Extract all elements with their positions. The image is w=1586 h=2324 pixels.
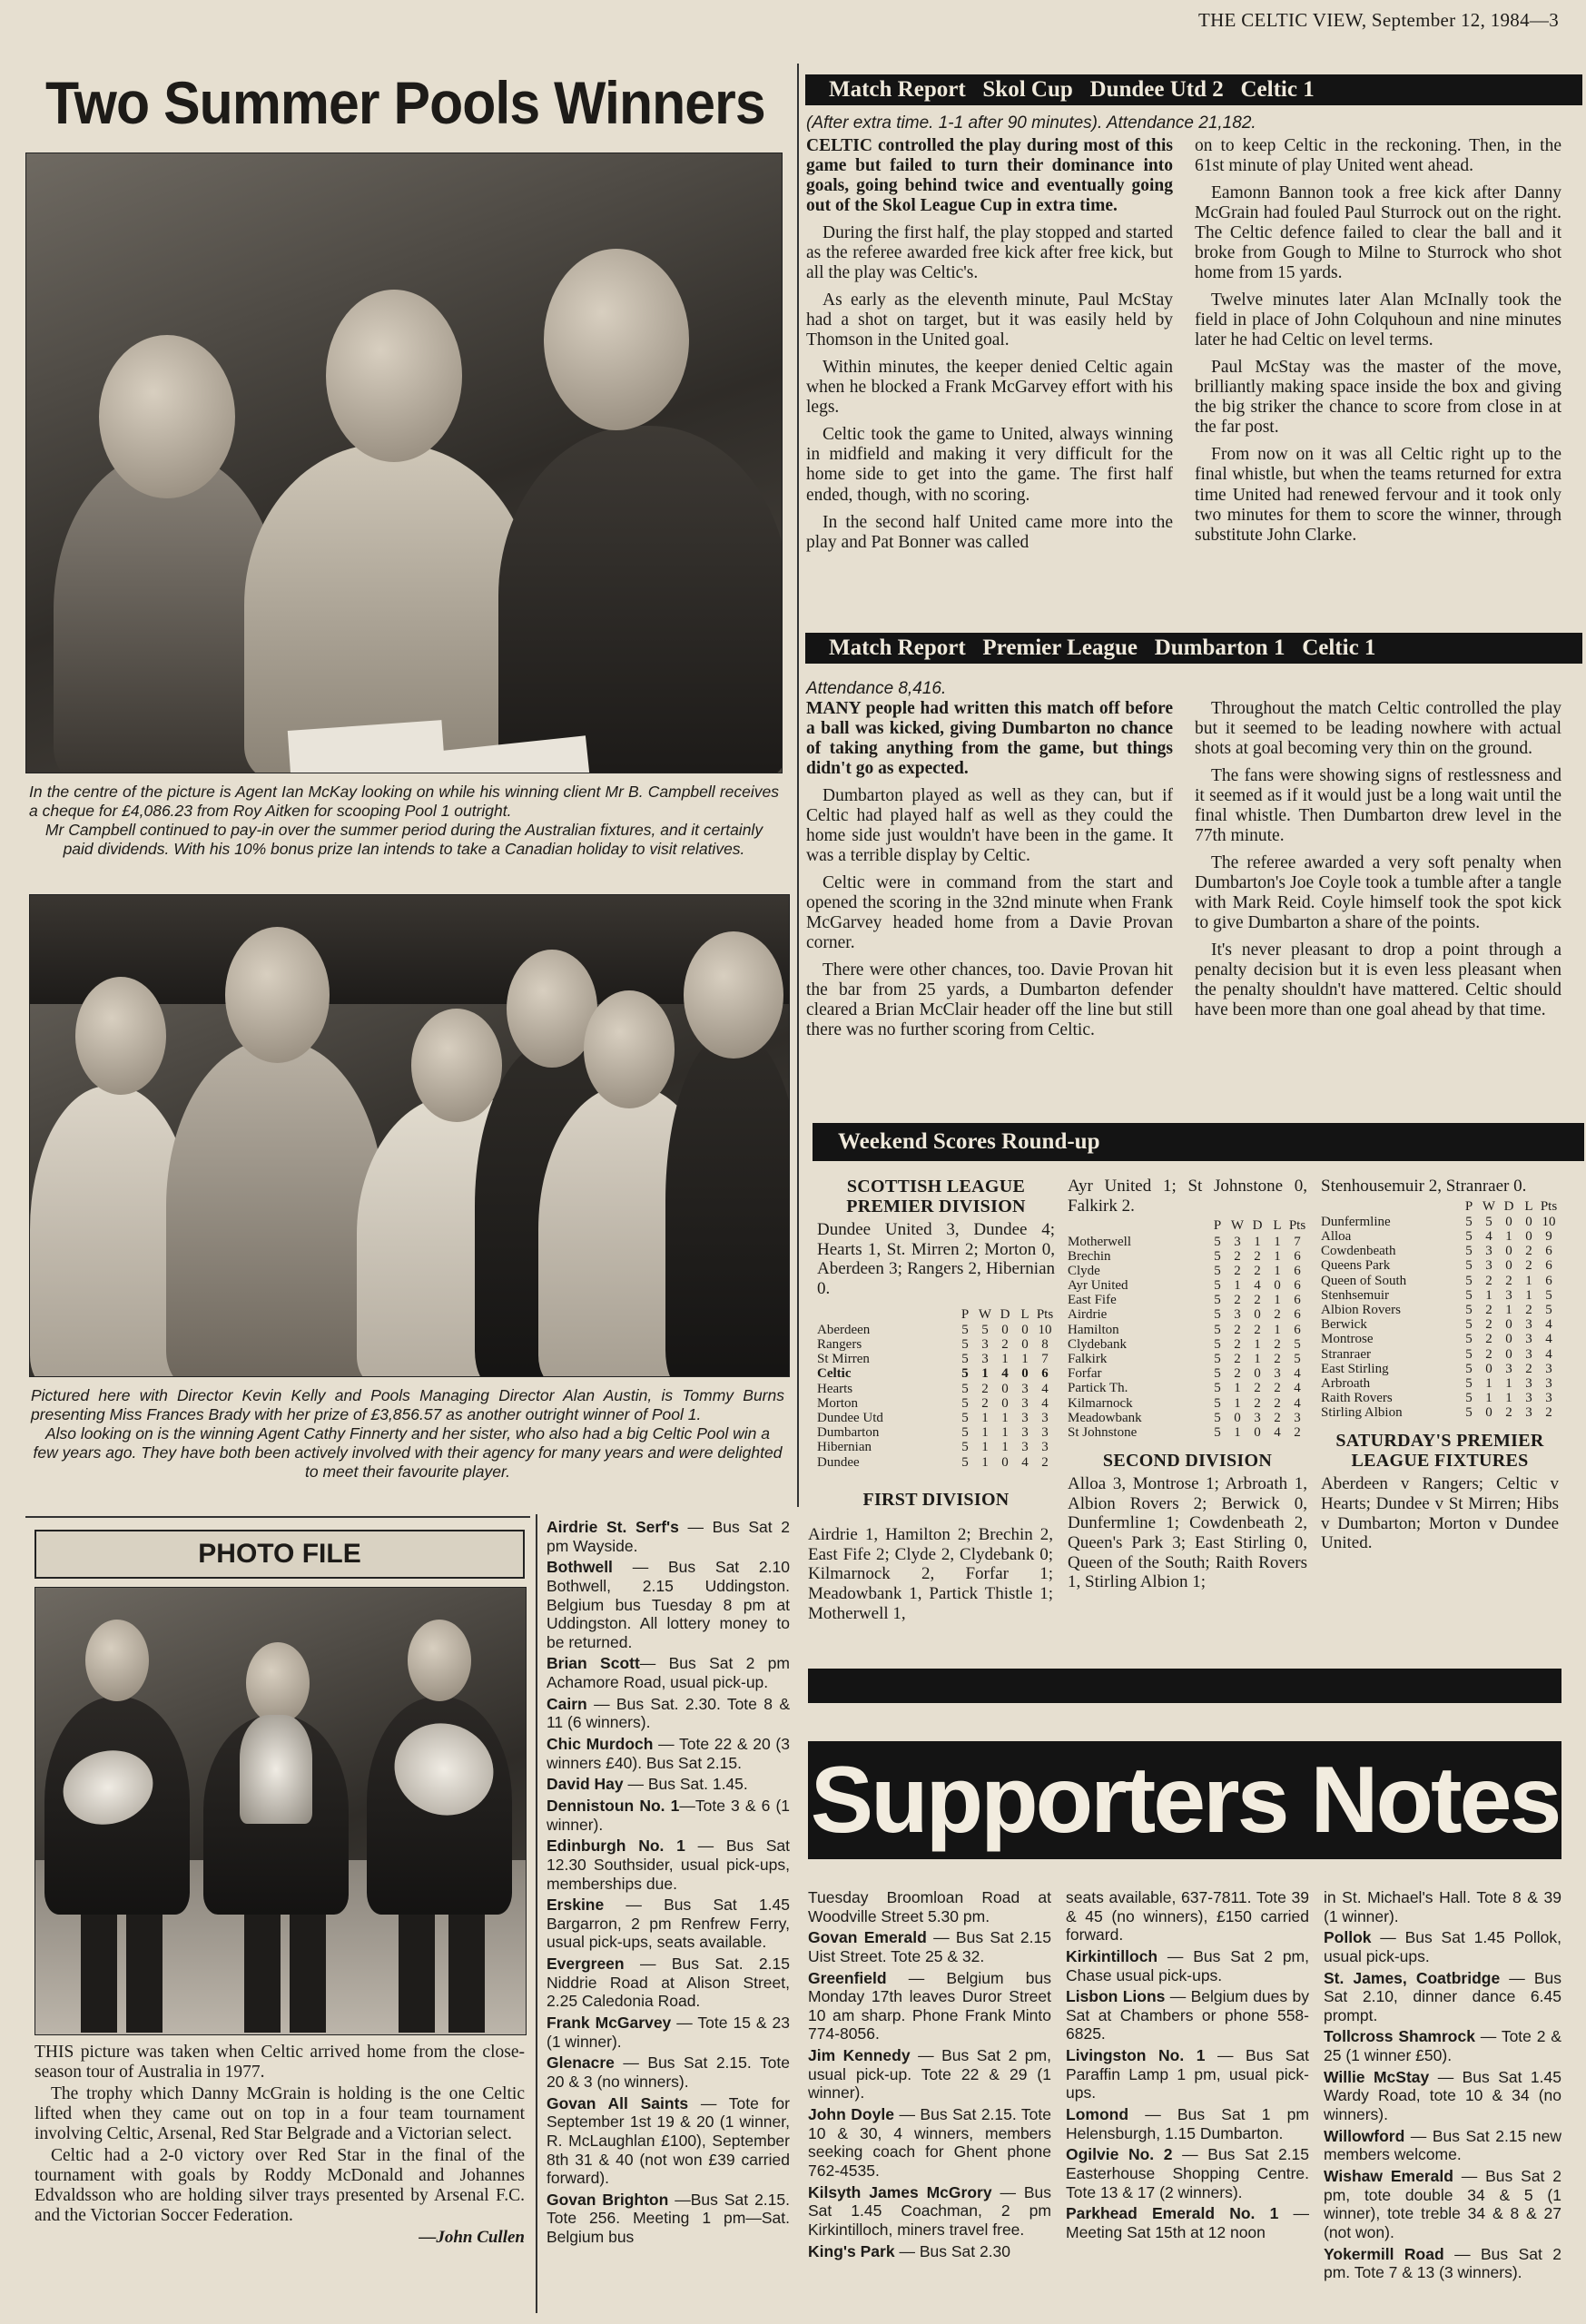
note: Yokermill Road — Bus Sat 2 pm. Tote 7 & 13 (3 winners).: [1324, 2244, 1561, 2282]
second-division-results: Alloa 3, Montrose 1; Arbroath 1, Albion Rovers 2; Berwick 0, Dunfermline 1; Cowdenbeath 2, Queen's Park 3; East Stirling 0, Queen of the South; Raith Rovers 1, Stirling Albion 1;: [1068, 1474, 1307, 1592]
table-row: Dundee 5 1 0 4 2: [817, 1454, 1049, 1470]
note: Bothwell — Bus Sat 2.10 Bothwell, 2.15 Uddingston. Belgium bus Tuesday 8 pm at Uddingston. All lottery money to be returned.: [547, 1558, 790, 1651]
second-division-heading: SECOND DIVISION: [1102, 1451, 1273, 1472]
pools-photo-1: [25, 153, 783, 773]
table-row: East Stirling 5 0 3 2 3: [1321, 1361, 1552, 1376]
table-row: Celtic 5 1 4 0 6: [817, 1366, 1049, 1382]
table-row: Meadowbank 5 0 3 2 3: [1068, 1410, 1301, 1425]
note: Lisbon Lions — Belgium dues by Sat at Chambers or phone 558-6825.: [1066, 1987, 1309, 2043]
table-row: Partick Th. 5 1 2 2 4: [1068, 1381, 1301, 1396]
supporters-notes-col-left: [547, 1518, 790, 2250]
note: Govan All Saints — Tote for September 1st 19 & 20 (1 winner, R. McLaughlan £100), September 8th 31 & 40 (not won £39 carried forward).: [547, 2093, 790, 2188]
note: Kilsyth James McGrory — Bus Sat 1.45 Coachman, 2 pm Kirkintilloch, miners travel free.: [808, 2182, 1051, 2239]
note: Parkhead Emerald No. 1 — Meeting Sat 15th at 12 noon: [1066, 2204, 1309, 2241]
note: Edinburgh No. 1 — Bus Sat 12.30 Southsider, usual pick-ups, memberships due.: [547, 1837, 790, 1893]
table-row: Falkirk 5 2 1 2 5: [1068, 1352, 1301, 1366]
table-row: Airdrie 5 3 0 2 6: [1068, 1307, 1301, 1323]
table-row: Queens Park 5 3 0 2 6: [1321, 1258, 1552, 1274]
table-row: Morton 5 2 0 3 4: [817, 1395, 1049, 1411]
pools-photo-2: [29, 894, 790, 1377]
table-row: Berwick 5 2 0 3 4: [1321, 1317, 1552, 1333]
supporters-notes-col-b: [1066, 1888, 1309, 2245]
first-division-block: [1068, 1177, 1307, 1592]
scores-bar: Weekend Scores Round-up: [813, 1123, 1584, 1161]
note: Chic Murdoch — Tote 22 & 20 (3 winners £40). Bus Sat 2.15.: [547, 1735, 790, 1772]
supporters-notes-col-a: [808, 1888, 1051, 2263]
note: Wishaw Emerald — Bus Sat 2 pm, tote double 34 & 5 (1 winner), tote treble 34 & 8 & 27 (not won).: [1324, 2166, 1561, 2241]
note: Greenfield — Belgium bus Monday 17th leaves Duror Street 10 am sharp. Phone Frank Minto 774-8056.: [808, 1968, 1051, 2043]
table-row: Dundee Utd 5 1 1 3 3: [817, 1410, 1049, 1425]
pools-caption-1: In the centre of the picture is Agent Ian McKay looking on while his winning client Mr B. Campbell receives a cheque for £4,086.23 from Roy Aitken for scooping Pool 1 outright. Mr Campbell continued to pay-in over the summer period during the Australian fixtures, and it certainly paid dividends. With his 10% bonus prize Ian intends to take a Canadian holiday to visit relatives.: [29, 783, 779, 858]
table-row: East Fife 5 2 2 1 6: [1068, 1293, 1301, 1308]
note: Willowford — Bus Sat 2.15 new members welcome.: [1324, 2126, 1561, 2164]
table-row: Stranraer 5 2 0 3 4: [1321, 1346, 1552, 1362]
note: seats available, 637-7811. Tote 39 & 45 (no winners), £150 carried forward.: [1066, 1888, 1309, 1945]
skol-attendance: (After extra time. 1-1 after 90 minutes). Attendance 21,182.: [806, 113, 1256, 133]
first-results-top: Ayr United 1; St Johnstone 0, Falkirk 2.: [1068, 1177, 1307, 1216]
first-division-heading: FIRST DIVISION: [862, 1489, 1010, 1510]
note: Tuesday Broomloan Road at Woodville Street 5.30 pm.: [808, 1888, 1051, 1925]
first-table: P W D L Pts Motherwell 5 3 1 1 7 Brechin 5 2 2 1 6 Clyde 5 2 2 1 6 Ayr United 5 1 4 0 6 East Fife 5 2 2 1 6 Airdrie 5 3 0 2 6 Hamilton 5 2 2 1 6 Clydebank 5 2 1 2 5 Falkirk 5 2 1 2 5 Forfar 5 2 0 3 4 Partick Th. 5 1 2 2 4 Kilmarnock 5 1 2 2 4 Meadowbank 5 0 3 2 3 St Johnstone 5 1 0 4 2: [1068, 1218, 1306, 1440]
supporters-notes-headline: Supporters Notes: [808, 1741, 1561, 1859]
separator-band: [808, 1669, 1561, 1703]
second-results-top: Stenhousemuir 2, Stranraer 0.: [1321, 1177, 1527, 1196]
table-row: Arbroath 5 1 1 3 3: [1321, 1375, 1552, 1391]
table-row: Dunfermline 5 5 0 0 10: [1321, 1214, 1556, 1229]
note: Tollcross Shamrock — Tote 2 & 25 (1 winner £50).: [1324, 2027, 1561, 2065]
second-division-block: [1321, 1177, 1559, 1553]
note: Dennistoun No. 1—Tote 3 & 6 (1 winner).: [547, 1796, 790, 1834]
note: Frank McGarvey — Tote 15 & 23 (1 winner).: [547, 2014, 790, 2051]
premier-table: P W D L Pts Aberdeen 5 5 0 0 10 Rangers 5 3 2 0 8 St Mirren 5 3 1 1 7 Celtic 5 1 4 0 6 Hearts 5 2 0 3 4 Morton 5 2 0 3 4 Dundee Utd 5 1 1 3 3 Dumbarton 5 1 1 3 3 Hibernian 5 1 1 3 3 Dundee 5 1 0 4 2: [817, 1306, 1054, 1470]
skol-report-bar: Match Report Skol Cup Dundee Utd 2 Celtic 1: [805, 74, 1582, 105]
note: Lomond — Bus Sat 1 pm Helensburgh, 1.15 Dumbarton.: [1066, 2105, 1309, 2142]
note: Kirkintilloch — Bus Sat 2 pm, Chase usual pick-ups.: [1066, 1946, 1309, 1984]
table-row: Cowdenbeath 5 3 0 2 6: [1321, 1244, 1552, 1259]
table-row: Queen of South 5 2 2 1 6: [1321, 1273, 1552, 1288]
premier-results: Dundee United 3, Dundee 4; Hearts 1, St. Mirren 2; Morton 0, Aberdeen 3; Rangers 2, Hibernian 0.: [817, 1220, 1055, 1298]
table-row: Brechin 5 2 2 1 6: [1068, 1248, 1301, 1264]
skol-col-2: on to keep Celtic in the reckoning. Then, in the 61st minute of play United went ahead. Eamonn Bannon took a free kick after Danny McGrain had fouled Paul Sturrock out on the right. The Celtic defence failed to clear the ball and it broke from Gough to Milne to Sturrock who shot home from 15 yards. Twelve minutes later Alan McInally took the field in place of John Colquhoun and nine minutes later he had Celtic on level terms. Paul McStay was the master of the move, brilliantly making space inside the box and giving the big striker the chance to score from close in at the far post. From now on it was all Celtic right up to the final whistle, but when the teams returned for extra time United had renewed fervour and it took only two minutes for them to score the winner, through substitute John Clarke.: [1195, 136, 1561, 545]
pools-caption-2: Pictured here with Director Kevin Kelly and Pools Managing Director Alan Austin, is Tommy Burns presenting Miss Frances Brady with her prize of £3,856.57 as another outright winner of Pool 1. Also looking on is the winning Agent Cathy Finnerty and her sister, who also had a big Celtic Pool win a few years ago. They have both been actively involved with their agency for many years and were delighted to meet their favourite player.: [31, 1386, 784, 1481]
dumbarton-report-bar: Match Report Premier League Dumbarton 1 Celtic 1: [805, 633, 1582, 664]
note: Pollok — Bus Sat 1.45 Pollok, usual pick-ups.: [1324, 1928, 1561, 1965]
first-division-results: Airdrie 1, Hamilton 2; Brechin 2, East Fife 2; Clyde 2, Clydebank 0; Kilmarnock 2, Forfar 1; Meadowbank 1, Partick Thistle 1; Motherwell 1,: [808, 1525, 1053, 1623]
fixtures-heading: SATURDAY'S PREMIER LEAGUE FIXTURES: [1335, 1431, 1544, 1472]
note: Erskine — Bus Sat 1.45 Bargarron, 2 pm Renfrew Ferry, usual pick-ups, seats available.: [547, 1896, 790, 1952]
note: King's Park — Bus Sat 2.30: [808, 2241, 1011, 2260]
photo-file-title: PHOTO FILE: [34, 1530, 525, 1579]
note: Airdrie St. Serf's — Bus Sat 2 pm Wayside.: [547, 1518, 790, 1555]
table-row: Raith Rovers 5 1 1 3 3: [1321, 1391, 1552, 1406]
table-row: Montrose 5 2 0 3 4: [1321, 1332, 1552, 1347]
note: Livingston No. 1 — Bus Sat Paraffin Lamp 1 pm, usual pick-ups.: [1066, 2046, 1309, 2102]
supporters-notes-col-c: [1324, 1888, 1561, 2285]
photo-file-article: THIS picture was taken when Celtic arrived home from the close-season tour of Australia in 1977. The trophy which Danny McGrain is holding is the one Celtic lifted when they came out on top in a four team tournament involving Celtic, Arsenal, Red Star Belgrade and a Victorian select. Celtic had a 2-0 victory over Red Star in the final of the tournament with goals by Roddy McDonald and Johannes Edvaldsson who are holding silver trays presented by Arsenal F.C. and the Victorian Soccer Federation. —John Cullen: [34, 2043, 525, 2248]
premier-heading: SCOTTISH LEAGUE PREMIER DIVISION: [846, 1177, 1026, 1216]
table-row: Forfar 5 2 0 3 4: [1068, 1366, 1301, 1382]
table-row: Aberdeen 5 5 0 0 10: [817, 1322, 1052, 1337]
note: David Hay — Bus Sat. 1.45.: [547, 1775, 748, 1794]
table-row: Clyde 5 2 2 1 6: [1068, 1263, 1301, 1278]
table-row: Hearts 5 2 0 3 4: [817, 1381, 1049, 1396]
table-row: Albion Rovers 5 2 1 2 5: [1321, 1302, 1552, 1317]
table-row: Dumbarton 5 1 1 3 3: [817, 1425, 1049, 1441]
table-row: Stirling Albion 5 0 2 3 2: [1321, 1405, 1552, 1421]
fixtures-text: Aberdeen v Rangers; Celtic v Hearts; Dundee v St Mirren; Hibs v Dumbarton; Morton v Dundee United.: [1321, 1474, 1559, 1553]
table-row: Stenhsemuir 5 1 3 1 5: [1321, 1287, 1552, 1303]
masthead: THE CELTIC VIEW, September 12, 1984—3: [1197, 9, 1559, 31]
photo-file-byline: —John Cullen: [419, 2228, 525, 2248]
premier-division-block: [817, 1177, 1055, 1510]
dumbarton-attendance: Attendance 8,416.: [806, 679, 947, 698]
dumbarton-col-1: MANY people had written this match off before a ball was kicked, giving Dumbarton no chance of taking anything from the game, but things didn't go as expected. Dumbarton played as well as they can, but if Celtic had played half as well as they could the home side just wouldn't have been in the game. It was a terrible display by Celtic. Celtic were in command from the start and opened the scoring in the 32nd minute when Frank McGarvey headed home from a Davie Provan corner. There were other chances, too. Davie Provan hit the bar from 25 yards, a Dumbarton defender cleared a Brian McClair header off the line but still there was no further scoring from Celtic.: [806, 699, 1173, 1040]
note: John Doyle — Bus Sat 2.15. Tote 10 & 30, 4 winners, members seeking coach for Ghent phone 762-4535.: [808, 2105, 1051, 2180]
note: Evergreen — Bus Sat. 2.15 Niddrie Road at Alison Street, 2.25 Caledonia Road.: [547, 1955, 790, 2011]
table-row: Rangers 5 3 2 0 8: [817, 1337, 1049, 1352]
table-row: Ayr United 5 1 4 0 6: [1068, 1278, 1301, 1294]
second-table: P W D L Pts Dunfermline 5 5 0 0 10 Alloa 5 4 1 0 9 Cowdenbeath 5 3 0 2 6 Queens Park 5 3 0 2 6 Queen of South 5 2 2 1 6 Stenhsemuir 5 1 3 1 5 Albion Rovers 5 2 1 2 5 Berwick 5 2 0 3 4 Montrose 5 2 0 3 4 Stranraer 5 2 0 3 4 East Stirling 5 0 3 2 3 Arbroath 5 1 1 3 3 Raith Rovers 5 1 1 3 3 Stirling Albion 5 0 2 3 2: [1321, 1198, 1558, 1421]
note: Govan Brighton —Bus Sat 2.15. Tote 256. Meeting 1 pm—Sat. Belgium bus: [547, 2190, 791, 2247]
note: Brian Scott— Bus Sat 2 pm Achamore Road, usual pick-up.: [547, 1654, 790, 1692]
dumbarton-col-2: Throughout the match Celtic controlled the play but it seemed to be leading nowhere with actual shots at goal becoming very thin on the ground. The fans were showing signs of restlessness and it seemed as if it would just be a long wait until the final whistle. Then Dumbarton drew level in the 77th minute. The referee awarded a very soft penalty when Dumbarton's Joe Coyle took a tumble after a tangle with Mark Reid. Coyle himself took the spot kick to give Dumbarton a share of the points. It's never pleasant to drop a point through a penalty decision but it is even less pleasant when the penalty shouldn't have mattered. Celtic should have been more than one goal ahead by that time.: [1195, 699, 1561, 1020]
note: Ogilvie No. 2 — Bus Sat 2.15 Easterhouse Shopping Centre. Tote 13 & 17 (2 winners).: [1066, 2145, 1310, 2201]
skol-col-1: CELTIC controlled the play during most of this game but failed to turn their dominance into goals, going behind twice and eventually going out of the Skol League Cup in extra time. During the first half, the play stopped and started as the referee awarded free kick after free kick, but all the play was Celtic's. As early as the eleventh minute, Paul McStay had a shot on target, but it was easily held by Thomson in the United goal. Within minutes, the keeper denied Celtic again when he blocked a Frank McGarvey effort with his legs. Celtic took the game to United, always winning in midfield and making it very difficult for the home side to get into the game. The first half ended, though, with no scoring. In the second half United came more into the play and Pat Bonner was called: [806, 136, 1173, 552]
note: Cairn — Bus Sat. 2.30. Tote 8 & 11 (6 winners).: [547, 1694, 790, 1732]
note: St. James, Coatbridge — Bus Sat 2.10, dinner dance 6.45 prompt.: [1324, 1968, 1561, 2024]
note: Govan Emerald — Bus Sat 2.15 Uist Street. Tote 25 & 32.: [808, 1928, 1051, 1965]
table-row: Hibernian 5 1 1 3 3: [817, 1440, 1049, 1455]
table-row: Motherwell 5 3 1 1 7: [1068, 1234, 1301, 1249]
table-row: St Johnstone 5 1 0 4 2: [1068, 1424, 1301, 1440]
table-row: Kilmarnock 5 1 2 2 4: [1068, 1395, 1301, 1411]
table-row: St Mirren 5 3 1 1 7: [817, 1352, 1049, 1367]
photo-file-picture: [34, 1587, 527, 2035]
note: Willie McStay — Bus Sat 1.45 Wardy Road, tote 10 & 34 (no winners).: [1324, 2067, 1561, 2124]
table-row: Hamilton 5 2 2 1 6: [1068, 1322, 1301, 1337]
note: Glenacre — Bus Sat 2.15. Tote 20 & 3 (no winners).: [547, 2053, 790, 2091]
table-row: Clydebank 5 2 1 2 5: [1068, 1336, 1301, 1352]
note: in St. Michael's Hall. Tote 8 & 39 (1 winner).: [1324, 1888, 1561, 1925]
note: Jim Kennedy — Bus Sat 2 pm, usual pick-up. Tote 22 & 29 (1 winner).: [808, 2046, 1051, 2102]
table-row: Alloa 5 4 1 0 9: [1321, 1229, 1552, 1245]
pools-headline: Two Summer Pools Winners: [45, 69, 765, 136]
